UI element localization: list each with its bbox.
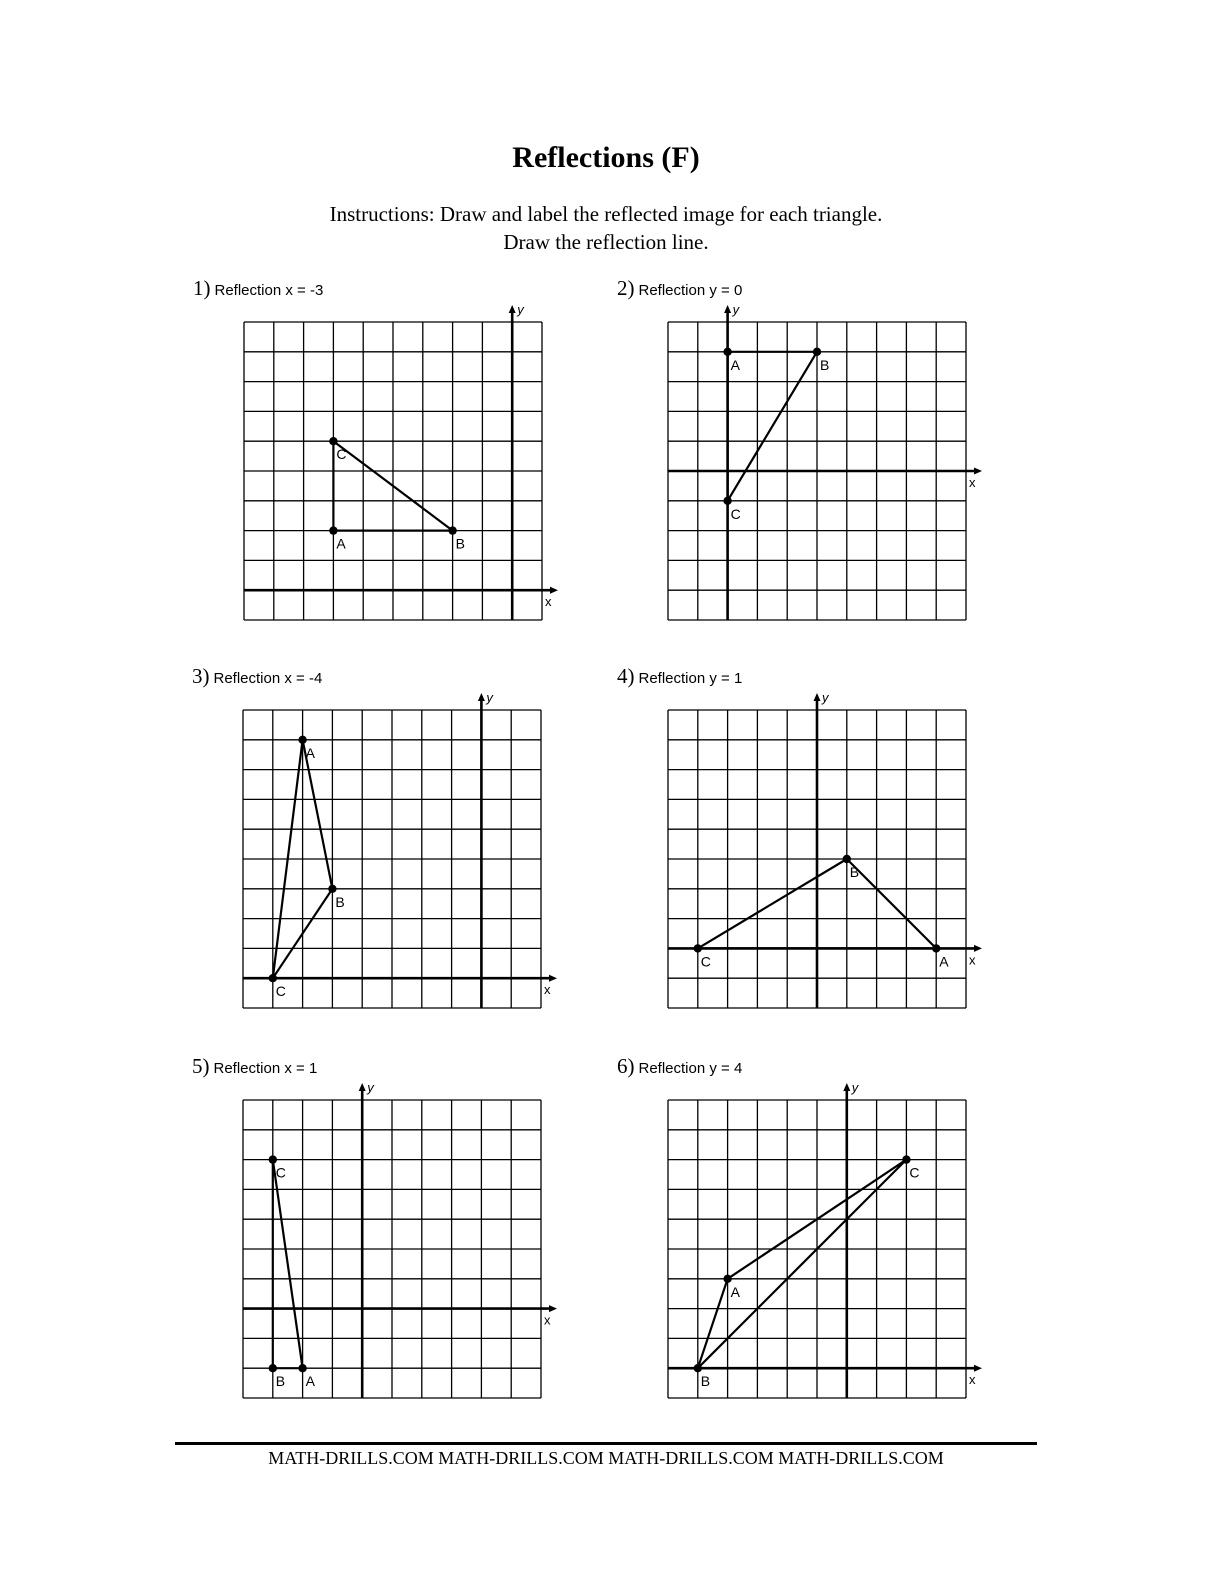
reflection-caption: Reflection x = -4 xyxy=(213,670,323,687)
problem-5 xyxy=(192,1056,592,1416)
reflection-caption: Reflection y = 4 xyxy=(638,1060,743,1077)
vertex-label: B xyxy=(820,356,830,373)
problem-3 xyxy=(192,666,592,1026)
footer-divider xyxy=(175,1442,1037,1445)
x-axis-label: x xyxy=(544,1312,551,1328)
y-axis-label: y xyxy=(486,690,493,705)
triangle xyxy=(273,1160,303,1369)
y-axis-arrow xyxy=(509,305,516,313)
grid-lines xyxy=(244,322,542,620)
vertex-point xyxy=(269,1364,277,1372)
vertex-label: C xyxy=(275,983,286,1000)
vertex-point xyxy=(723,348,731,356)
vertex-point xyxy=(723,497,731,505)
vertex-point xyxy=(843,855,851,863)
grid-lines xyxy=(243,1100,541,1398)
problem-2 xyxy=(617,278,1017,638)
y-axis-arrow xyxy=(478,693,485,701)
vertex-point xyxy=(269,1155,277,1163)
vertex-label: C xyxy=(730,505,741,522)
instructions-line-2: Draw the reflection line. xyxy=(503,230,709,254)
vertex-point xyxy=(328,885,336,893)
coordinate-grid xyxy=(617,278,997,628)
y-axis-label: y xyxy=(367,1080,374,1095)
reflection-caption: Reflection x = 1 xyxy=(213,1060,318,1077)
vertex-point xyxy=(694,1364,702,1372)
vertex-label: A xyxy=(939,953,949,970)
x-axis-label: x xyxy=(969,1372,976,1388)
vertex-point xyxy=(902,1155,910,1163)
vertex-label: C xyxy=(275,1164,286,1181)
coordinate-grid xyxy=(192,1056,572,1406)
coordinate-grid xyxy=(617,1056,997,1406)
vertex-label: B xyxy=(700,1373,711,1390)
y-axis-label: y xyxy=(732,302,740,317)
vertex-point xyxy=(813,348,821,356)
coordinate-grid xyxy=(193,278,573,628)
vertex-label: C xyxy=(336,446,347,463)
instructions-line-1: Instructions: Draw and label the reflected image for each triangle. xyxy=(329,202,883,226)
problem-number: 3) xyxy=(192,664,210,688)
problem-number: 2) xyxy=(617,276,635,300)
x-axis-arrow xyxy=(549,975,557,982)
triangle xyxy=(698,1160,907,1369)
x-axis-label: x xyxy=(969,475,976,490)
vertex-label: C xyxy=(909,1164,920,1181)
problem-1 xyxy=(193,278,593,638)
problem-4 xyxy=(617,666,1017,1026)
triangle xyxy=(728,352,817,501)
reflection-caption: Reflection x = -3 xyxy=(214,282,324,299)
coordinate-grid xyxy=(192,666,572,1016)
y-axis-label: y xyxy=(822,690,829,705)
problem-number: 4) xyxy=(617,664,635,688)
vertex-label: A xyxy=(305,1373,315,1390)
x-axis-label: x xyxy=(545,594,552,610)
y-axis-label: y xyxy=(851,1080,859,1095)
y-axis-arrow xyxy=(724,305,731,313)
x-axis-arrow xyxy=(550,587,558,594)
footer-text: MATH-DRILLS.COM MATH-DRILLS.COM MATH-DRILLS.COM MATH-DRILLS.COM xyxy=(268,1448,944,1468)
coordinate-grid xyxy=(617,666,997,1016)
vertex-point xyxy=(329,437,337,445)
problem-number: 6) xyxy=(617,1054,635,1078)
x-axis-arrow xyxy=(549,1305,557,1312)
vertex-point xyxy=(694,944,702,952)
vertex-label: C xyxy=(700,953,711,970)
vertex-point xyxy=(298,1364,306,1372)
reflection-caption: Reflection y = 0 xyxy=(638,282,743,299)
x-axis-arrow xyxy=(974,468,982,475)
vertex-point xyxy=(329,526,337,534)
vertex-label: A xyxy=(305,744,315,761)
vertex-label: B xyxy=(275,1373,286,1390)
x-axis-arrow xyxy=(974,945,982,952)
vertex-point xyxy=(723,1275,731,1283)
vertex-label: B xyxy=(455,535,465,552)
x-axis-label: x xyxy=(544,982,551,998)
y-axis-arrow xyxy=(359,1083,366,1091)
vertex-label: B xyxy=(335,893,345,910)
problem-number: 1) xyxy=(193,276,211,300)
vertex-point xyxy=(448,526,456,534)
worksheet-title: Reflections (F) xyxy=(512,141,700,174)
vertex-label: A xyxy=(336,535,346,552)
vertex-label: A xyxy=(730,356,740,373)
vertex-label: A xyxy=(730,1283,740,1300)
x-axis-label: x xyxy=(969,952,976,968)
vertex-point xyxy=(298,736,306,744)
y-axis-arrow xyxy=(843,1083,850,1091)
reflection-caption: Reflection y = 1 xyxy=(638,670,743,687)
y-axis-arrow xyxy=(814,693,821,701)
problem-6 xyxy=(617,1056,1017,1416)
vertex-label: B xyxy=(849,864,860,880)
y-axis-label: y xyxy=(517,302,524,317)
vertex-point xyxy=(269,974,277,982)
problem-number: 5) xyxy=(192,1054,210,1078)
x-axis-arrow xyxy=(974,1365,982,1372)
vertex-point xyxy=(932,944,940,952)
